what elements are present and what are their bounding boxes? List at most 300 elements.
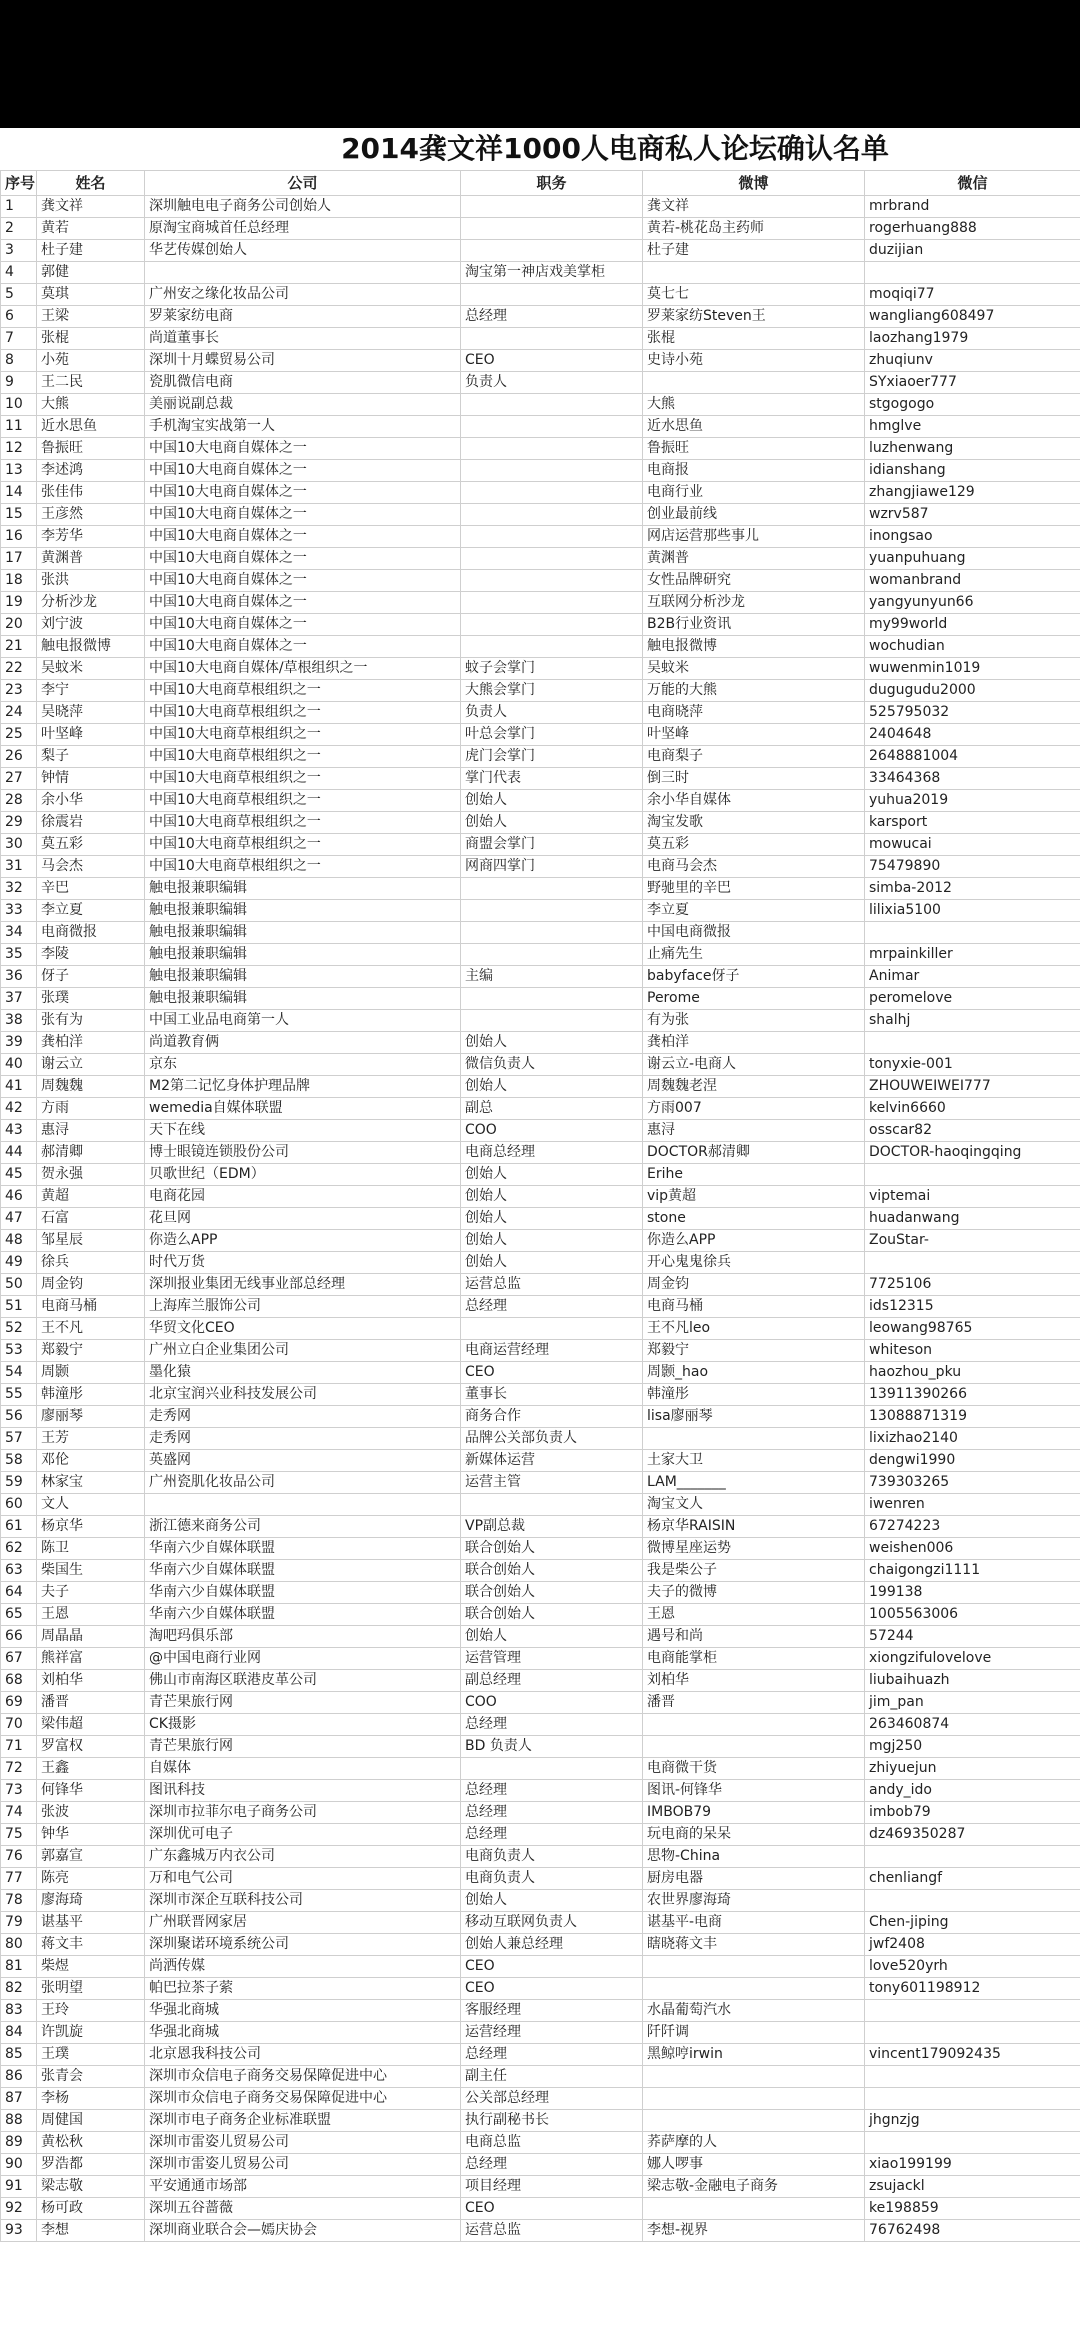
- cell-wechat: luzhenwang: [865, 438, 1080, 460]
- cell-wechat: mrpainkiller: [865, 944, 1080, 966]
- cell-position: 微信负责人: [461, 1054, 643, 1076]
- cell-company: 深圳聚诺环境系统公司: [145, 1934, 461, 1956]
- table-row: [1, 636, 1080, 658]
- cell-weibo: stone: [643, 1208, 865, 1230]
- cell-company: 自媒体: [145, 1758, 461, 1780]
- cell-weibo: [643, 1714, 865, 1736]
- cell-index: 52: [1, 1318, 37, 1340]
- table-row: [1, 1538, 1080, 1560]
- cell-company: 中国10大电商自媒体之一: [145, 482, 461, 504]
- cell-company: [145, 262, 461, 284]
- cell-company: 深圳五谷蔷薇: [145, 2198, 461, 2220]
- table-row: [1, 900, 1080, 922]
- cell-index: 16: [1, 526, 37, 548]
- cell-name: 邓伦: [37, 1450, 145, 1472]
- cell-index: 83: [1, 2000, 37, 2022]
- cell-company: 华贸文化CEO: [145, 1318, 461, 1340]
- cell-name: 杨京华: [37, 1516, 145, 1538]
- cell-company: 英盛网: [145, 1450, 461, 1472]
- cell-position: [461, 570, 643, 592]
- cell-weibo: 莫七七: [643, 284, 865, 306]
- cell-index: 5: [1, 284, 37, 306]
- cell-wechat: [865, 2000, 1080, 2022]
- cell-name: 龚柏洋: [37, 1032, 145, 1054]
- cell-weibo: 图讯-何锋华: [643, 1780, 865, 1802]
- table-row: [1, 416, 1080, 438]
- cell-company: 尚道董事长: [145, 328, 461, 350]
- cell-company: 深圳市雷姿儿贸易公司: [145, 2132, 461, 2154]
- cell-position: 负责人: [461, 372, 643, 394]
- cell-weibo: [643, 2088, 865, 2110]
- cell-index: 50: [1, 1274, 37, 1296]
- cell-name: 王鑫: [37, 1758, 145, 1780]
- cell-company: 广州瓷肌化妆品公司: [145, 1472, 461, 1494]
- cell-index: 87: [1, 2088, 37, 2110]
- cell-name: 李宁: [37, 680, 145, 702]
- cell-weibo: 荞萨摩的人: [643, 2132, 865, 2154]
- cell-index: 74: [1, 1802, 37, 1824]
- cell-position: 项目经理: [461, 2176, 643, 2198]
- cell-name: 叶坚峰: [37, 724, 145, 746]
- cell-company: 原淘宝商城首任总经理: [145, 218, 461, 240]
- cell-weibo: 莫五彩: [643, 834, 865, 856]
- cell-position: 运营总监: [461, 1274, 643, 1296]
- cell-company: 华强北商城: [145, 2022, 461, 2044]
- cell-index: 10: [1, 394, 37, 416]
- cell-wechat: [865, 2066, 1080, 2088]
- cell-position: 总经理: [461, 2154, 643, 2176]
- cell-index: 19: [1, 592, 37, 614]
- cell-weibo: 农世界廖海琦: [643, 1890, 865, 1912]
- cell-position: [461, 284, 643, 306]
- cell-name: 张有为: [37, 1010, 145, 1032]
- cell-wechat: osscar82: [865, 1120, 1080, 1142]
- cell-wechat: wangliang608497: [865, 306, 1080, 328]
- table-row: [1, 1780, 1080, 1802]
- document-title: 2014龚文祥1000人电商私人论坛确认名单: [341, 132, 889, 165]
- cell-position: 商盟会掌门: [461, 834, 643, 856]
- cell-wechat: yuanpuhuang: [865, 548, 1080, 570]
- cell-company: 华南六少自媒体联盟: [145, 1582, 461, 1604]
- cell-company: 中国10大电商自媒体之一: [145, 636, 461, 658]
- cell-name: 周晶晶: [37, 1626, 145, 1648]
- table-row: [1, 1450, 1080, 1472]
- cell-position: 电商负责人: [461, 1868, 643, 1890]
- cell-index: 37: [1, 988, 37, 1010]
- header-company: 公司: [145, 171, 461, 196]
- cell-name: 吴晓萍: [37, 702, 145, 724]
- cell-weibo: 吴蚊米: [643, 658, 865, 680]
- cell-name: 陈亮: [37, 1868, 145, 1890]
- cell-company: 华南六少自媒体联盟: [145, 1538, 461, 1560]
- cell-position: 商务合作: [461, 1406, 643, 1428]
- cell-wechat: jwf2408: [865, 1934, 1080, 1956]
- cell-company: 美丽说副总裁: [145, 394, 461, 416]
- cell-index: 28: [1, 790, 37, 812]
- table-row: [1, 1934, 1080, 1956]
- cell-company: 广州联晋网家居: [145, 1912, 461, 1934]
- table-row: [1, 504, 1080, 526]
- cell-wechat: stgogogo: [865, 394, 1080, 416]
- header-index: 序号: [1, 171, 37, 196]
- cell-name: 黄渊普: [37, 548, 145, 570]
- cell-company: 中国10大电商自媒体之一: [145, 460, 461, 482]
- cell-index: 45: [1, 1164, 37, 1186]
- cell-position: 联合创始人: [461, 1582, 643, 1604]
- cell-wechat: yuhua2019: [865, 790, 1080, 812]
- cell-weibo: 网店运营那些事儿: [643, 526, 865, 548]
- cell-index: 12: [1, 438, 37, 460]
- cell-position: 总经理: [461, 1296, 643, 1318]
- cell-wechat: xiao199199: [865, 2154, 1080, 2176]
- cell-name: 徐震岩: [37, 812, 145, 834]
- cell-index: 91: [1, 2176, 37, 2198]
- cell-wechat: imbob79: [865, 1802, 1080, 1824]
- cell-wechat: mrbrand: [865, 196, 1080, 218]
- table-row: [1, 1098, 1080, 1120]
- cell-index: 49: [1, 1252, 37, 1274]
- cell-name: 莫五彩: [37, 834, 145, 856]
- cell-name: 伢子: [37, 966, 145, 988]
- table-row: [1, 1362, 1080, 1384]
- cell-position: CEO: [461, 1362, 643, 1384]
- cell-company: 中国10大电商自媒体之一: [145, 504, 461, 526]
- cell-index: 66: [1, 1626, 37, 1648]
- table-row: [1, 1230, 1080, 1252]
- cell-company: 平安通通市场部: [145, 2176, 461, 2198]
- cell-index: 68: [1, 1670, 37, 1692]
- cell-name: 廖丽琴: [37, 1406, 145, 1428]
- cell-wechat: 1005563006: [865, 1604, 1080, 1626]
- cell-company: 深圳市众信电子商务交易保障促进中心: [145, 2088, 461, 2110]
- table-row: [1, 1296, 1080, 1318]
- cell-wechat: chenliangf: [865, 1868, 1080, 1890]
- cell-index: 17: [1, 548, 37, 570]
- table-row: [1, 592, 1080, 614]
- cell-name: 熊祥富: [37, 1648, 145, 1670]
- cell-weibo: [643, 1736, 865, 1758]
- cell-weibo: 周魏魏老涅: [643, 1076, 865, 1098]
- cell-company: 深圳市拉菲尔电子商务公司: [145, 1802, 461, 1824]
- cell-company: 花旦网: [145, 1208, 461, 1230]
- cell-position: 品牌公关部负责人: [461, 1428, 643, 1450]
- cell-name: 柴煜: [37, 1956, 145, 1978]
- cell-wechat: zhangjiawe129: [865, 482, 1080, 504]
- cell-weibo: 黄若-桃花岛主药师: [643, 218, 865, 240]
- cell-wechat: huadanwang: [865, 1208, 1080, 1230]
- cell-position: [461, 1494, 643, 1516]
- cell-name: 王二民: [37, 372, 145, 394]
- cell-index: 3: [1, 240, 37, 262]
- cell-position: [461, 1318, 643, 1340]
- cell-company: 帕巴拉茶子萦: [145, 1978, 461, 2000]
- status-bar: [0, 0, 1080, 128]
- cell-position: 创始人: [461, 790, 643, 812]
- cell-position: 副总经理: [461, 1670, 643, 1692]
- cell-company: 触电报兼职编辑: [145, 966, 461, 988]
- cell-company: 深圳市深企互联科技公司: [145, 1890, 461, 1912]
- cell-wechat: jim_pan: [865, 1692, 1080, 1714]
- cell-weibo: 郑毅宁: [643, 1340, 865, 1362]
- table-row: [1, 1384, 1080, 1406]
- cell-weibo: 玩电商的呆呆: [643, 1824, 865, 1846]
- cell-index: 26: [1, 746, 37, 768]
- cell-name: 黄若: [37, 218, 145, 240]
- table-row: [1, 372, 1080, 394]
- cell-weibo: 张棍: [643, 328, 865, 350]
- cell-company: 北京宝润兴业科技发展公司: [145, 1384, 461, 1406]
- cell-position: 创始人兼总经理: [461, 1934, 643, 1956]
- cell-position: [461, 922, 643, 944]
- table-row: [1, 1890, 1080, 1912]
- table-row: [1, 2022, 1080, 2044]
- cell-company: 华强北商城: [145, 2000, 461, 2022]
- cell-position: [461, 196, 643, 218]
- cell-position: VP副总裁: [461, 1516, 643, 1538]
- cell-name: 张青会: [37, 2066, 145, 2088]
- cell-index: 84: [1, 2022, 37, 2044]
- cell-weibo: 有为张: [643, 1010, 865, 1032]
- cell-name: 张棍: [37, 328, 145, 350]
- cell-name: 何锋华: [37, 1780, 145, 1802]
- table-row: [1, 702, 1080, 724]
- cell-wechat: 199138: [865, 1582, 1080, 1604]
- cell-index: 82: [1, 1978, 37, 2000]
- cell-position: [461, 636, 643, 658]
- cell-company: 电商花园: [145, 1186, 461, 1208]
- cell-name: 李杨: [37, 2088, 145, 2110]
- cell-position: 大熊会掌门: [461, 680, 643, 702]
- cell-name: 吴蚊米: [37, 658, 145, 680]
- cell-company: 中国10大电商自媒体之一: [145, 526, 461, 548]
- cell-position: [461, 988, 643, 1010]
- cell-position: [461, 548, 643, 570]
- cell-name: 梁志敬: [37, 2176, 145, 2198]
- cell-index: 58: [1, 1450, 37, 1472]
- table-row: [1, 1010, 1080, 1032]
- cell-company: 中国10大电商草根组织之一: [145, 834, 461, 856]
- cell-position: 网商四掌门: [461, 856, 643, 878]
- cell-name: 徐兵: [37, 1252, 145, 1274]
- cell-wechat: inongsao: [865, 526, 1080, 548]
- table-row: [1, 2044, 1080, 2066]
- cell-company: 深圳市雷姿儿贸易公司: [145, 2154, 461, 2176]
- cell-index: 57: [1, 1428, 37, 1450]
- cell-wechat: ids12315: [865, 1296, 1080, 1318]
- cell-weibo: 鲁振旺: [643, 438, 865, 460]
- cell-index: 54: [1, 1362, 37, 1384]
- cell-wechat: [865, 1890, 1080, 1912]
- cell-company: 深圳商业联合会—嫣庆协会: [145, 2220, 461, 2242]
- cell-company: 中国10大电商自媒体之一: [145, 438, 461, 460]
- table-row: [1, 1868, 1080, 1890]
- table-row: [1, 2154, 1080, 2176]
- table-row: [1, 1714, 1080, 1736]
- cell-index: 38: [1, 1010, 37, 1032]
- cell-company: 罗莱家纺电商: [145, 306, 461, 328]
- cell-position: 电商总监: [461, 2132, 643, 2154]
- cell-wechat: lixizhao2140: [865, 1428, 1080, 1450]
- table-row: [1, 1670, 1080, 1692]
- cell-wechat: karsport: [865, 812, 1080, 834]
- cell-name: 王不凡: [37, 1318, 145, 1340]
- cell-index: 40: [1, 1054, 37, 1076]
- cell-company: 触电报兼职编辑: [145, 900, 461, 922]
- cell-position: 创始人: [461, 1186, 643, 1208]
- cell-weibo: 水晶葡萄汽水: [643, 2000, 865, 2022]
- cell-company: 触电报兼职编辑: [145, 944, 461, 966]
- cell-weibo: 龚柏洋: [643, 1032, 865, 1054]
- cell-name: 谢云立: [37, 1054, 145, 1076]
- cell-name: 张明望: [37, 1978, 145, 2000]
- cell-name: 潘晋: [37, 1692, 145, 1714]
- cell-weibo: 土家大卫: [643, 1450, 865, 1472]
- cell-company: 手机淘宝实战第一人: [145, 416, 461, 438]
- table-row: [1, 1164, 1080, 1186]
- cell-name: 钟情: [37, 768, 145, 790]
- cell-index: 70: [1, 1714, 37, 1736]
- cell-weibo: 叶坚峰: [643, 724, 865, 746]
- cell-position: [461, 592, 643, 614]
- cell-wechat: yangyunyun66: [865, 592, 1080, 614]
- table-row: [1, 1912, 1080, 1934]
- cell-index: 65: [1, 1604, 37, 1626]
- cell-name: 李立夏: [37, 900, 145, 922]
- cell-index: 13: [1, 460, 37, 482]
- cell-company: 中国10大电商自媒体之一: [145, 570, 461, 592]
- cell-index: 62: [1, 1538, 37, 1560]
- cell-wechat: tony601198912: [865, 1978, 1080, 2000]
- cell-index: 89: [1, 2132, 37, 2154]
- cell-index: 72: [1, 1758, 37, 1780]
- cell-position: 创始人: [461, 1032, 643, 1054]
- cell-position: 创始人: [461, 812, 643, 834]
- table-row: [1, 1758, 1080, 1780]
- table-row: [1, 218, 1080, 240]
- cell-wechat: 75479890: [865, 856, 1080, 878]
- cell-index: 73: [1, 1780, 37, 1802]
- cell-position: 总经理: [461, 1780, 643, 1802]
- cell-weibo: Perome: [643, 988, 865, 1010]
- cell-wechat: [865, 2088, 1080, 2110]
- cell-wechat: 33464368: [865, 768, 1080, 790]
- cell-company: 中国10大电商自媒体/草根组织之一: [145, 658, 461, 680]
- table-row: [1, 2220, 1080, 2242]
- cell-weibo: 大熊: [643, 394, 865, 416]
- cell-name: 分析沙龙: [37, 592, 145, 614]
- cell-position: 创始人: [461, 1626, 643, 1648]
- cell-index: 59: [1, 1472, 37, 1494]
- cell-name: 王芳: [37, 1428, 145, 1450]
- cell-name: 梨子: [37, 746, 145, 768]
- cell-name: 罗富权: [37, 1736, 145, 1758]
- cell-weibo: 阡阡调: [643, 2022, 865, 2044]
- cell-wechat: 263460874: [865, 1714, 1080, 1736]
- cell-position: 创始人: [461, 1076, 643, 1098]
- cell-wechat: wochudian: [865, 636, 1080, 658]
- cell-weibo: 方雨007: [643, 1098, 865, 1120]
- table-row: [1, 1076, 1080, 1098]
- cell-weibo: babyface伢子: [643, 966, 865, 988]
- cell-position: 运营管理: [461, 1648, 643, 1670]
- cell-index: 1: [1, 196, 37, 218]
- cell-position: CEO: [461, 1956, 643, 1978]
- cell-weibo: 谌基平-电商: [643, 1912, 865, 1934]
- cell-position: 主编: [461, 966, 643, 988]
- cell-company: 中国10大电商自媒体之一: [145, 548, 461, 570]
- cell-position: 创始人: [461, 1208, 643, 1230]
- cell-name: 小苑: [37, 350, 145, 372]
- cell-weibo: [643, 1428, 865, 1450]
- cell-wechat: iwenren: [865, 1494, 1080, 1516]
- cell-weibo: 黄渊普: [643, 548, 865, 570]
- table-row: [1, 1802, 1080, 1824]
- cell-name: 文人: [37, 1494, 145, 1516]
- cell-wechat: 57244: [865, 1626, 1080, 1648]
- table-row: [1, 526, 1080, 548]
- cell-index: 69: [1, 1692, 37, 1714]
- cell-company: 尚洒传媒: [145, 1956, 461, 1978]
- cell-index: 33: [1, 900, 37, 922]
- cell-weibo: [643, 372, 865, 394]
- cell-index: 25: [1, 724, 37, 746]
- cell-name: 周颢: [37, 1362, 145, 1384]
- cell-weibo: 瞎晓蒋文丰: [643, 1934, 865, 1956]
- cell-company: 京东: [145, 1054, 461, 1076]
- cell-position: 公关部总经理: [461, 2088, 643, 2110]
- cell-company: 中国10大电商草根组织之一: [145, 746, 461, 768]
- cell-name: 张波: [37, 1802, 145, 1824]
- cell-position: [461, 614, 643, 636]
- cell-index: 8: [1, 350, 37, 372]
- cell-company: 时代万货: [145, 1252, 461, 1274]
- cell-company: 尚道教育俩: [145, 1032, 461, 1054]
- cell-name: 龚文祥: [37, 196, 145, 218]
- cell-wechat: dz469350287: [865, 1824, 1080, 1846]
- cell-name: 郭健: [37, 262, 145, 284]
- cell-weibo: 微博星座运势: [643, 1538, 865, 1560]
- cell-wechat: [865, 1252, 1080, 1274]
- cell-index: 55: [1, 1384, 37, 1406]
- cell-weibo: 黑鲸哼irwin: [643, 2044, 865, 2066]
- cell-company: 走秀网: [145, 1428, 461, 1450]
- table-row: [1, 1186, 1080, 1208]
- header-weibo: 微博: [643, 171, 865, 196]
- table-row: [1, 1736, 1080, 1758]
- cell-name: 郝清卿: [37, 1142, 145, 1164]
- cell-name: 周健国: [37, 2110, 145, 2132]
- cell-weibo: [643, 2110, 865, 2132]
- cell-index: 18: [1, 570, 37, 592]
- cell-name: 刘柏华: [37, 1670, 145, 1692]
- cell-weibo: 电商梨子: [643, 746, 865, 768]
- cell-weibo: lisa廖丽琴: [643, 1406, 865, 1428]
- table-row: [1, 1252, 1080, 1274]
- table-row: [1, 2176, 1080, 2198]
- cell-company: 天下在线: [145, 1120, 461, 1142]
- cell-name: 黄超: [37, 1186, 145, 1208]
- table-row: [1, 922, 1080, 944]
- cell-wechat: jhgnzjg: [865, 2110, 1080, 2132]
- cell-name: 钟华: [37, 1824, 145, 1846]
- cell-name: 王彦然: [37, 504, 145, 526]
- table-row: [1, 548, 1080, 570]
- cell-index: 7: [1, 328, 37, 350]
- cell-weibo: 周金钧: [643, 1274, 865, 1296]
- table-row: [1, 812, 1080, 834]
- cell-position: 创始人: [461, 1164, 643, 1186]
- cell-position: 董事长: [461, 1384, 643, 1406]
